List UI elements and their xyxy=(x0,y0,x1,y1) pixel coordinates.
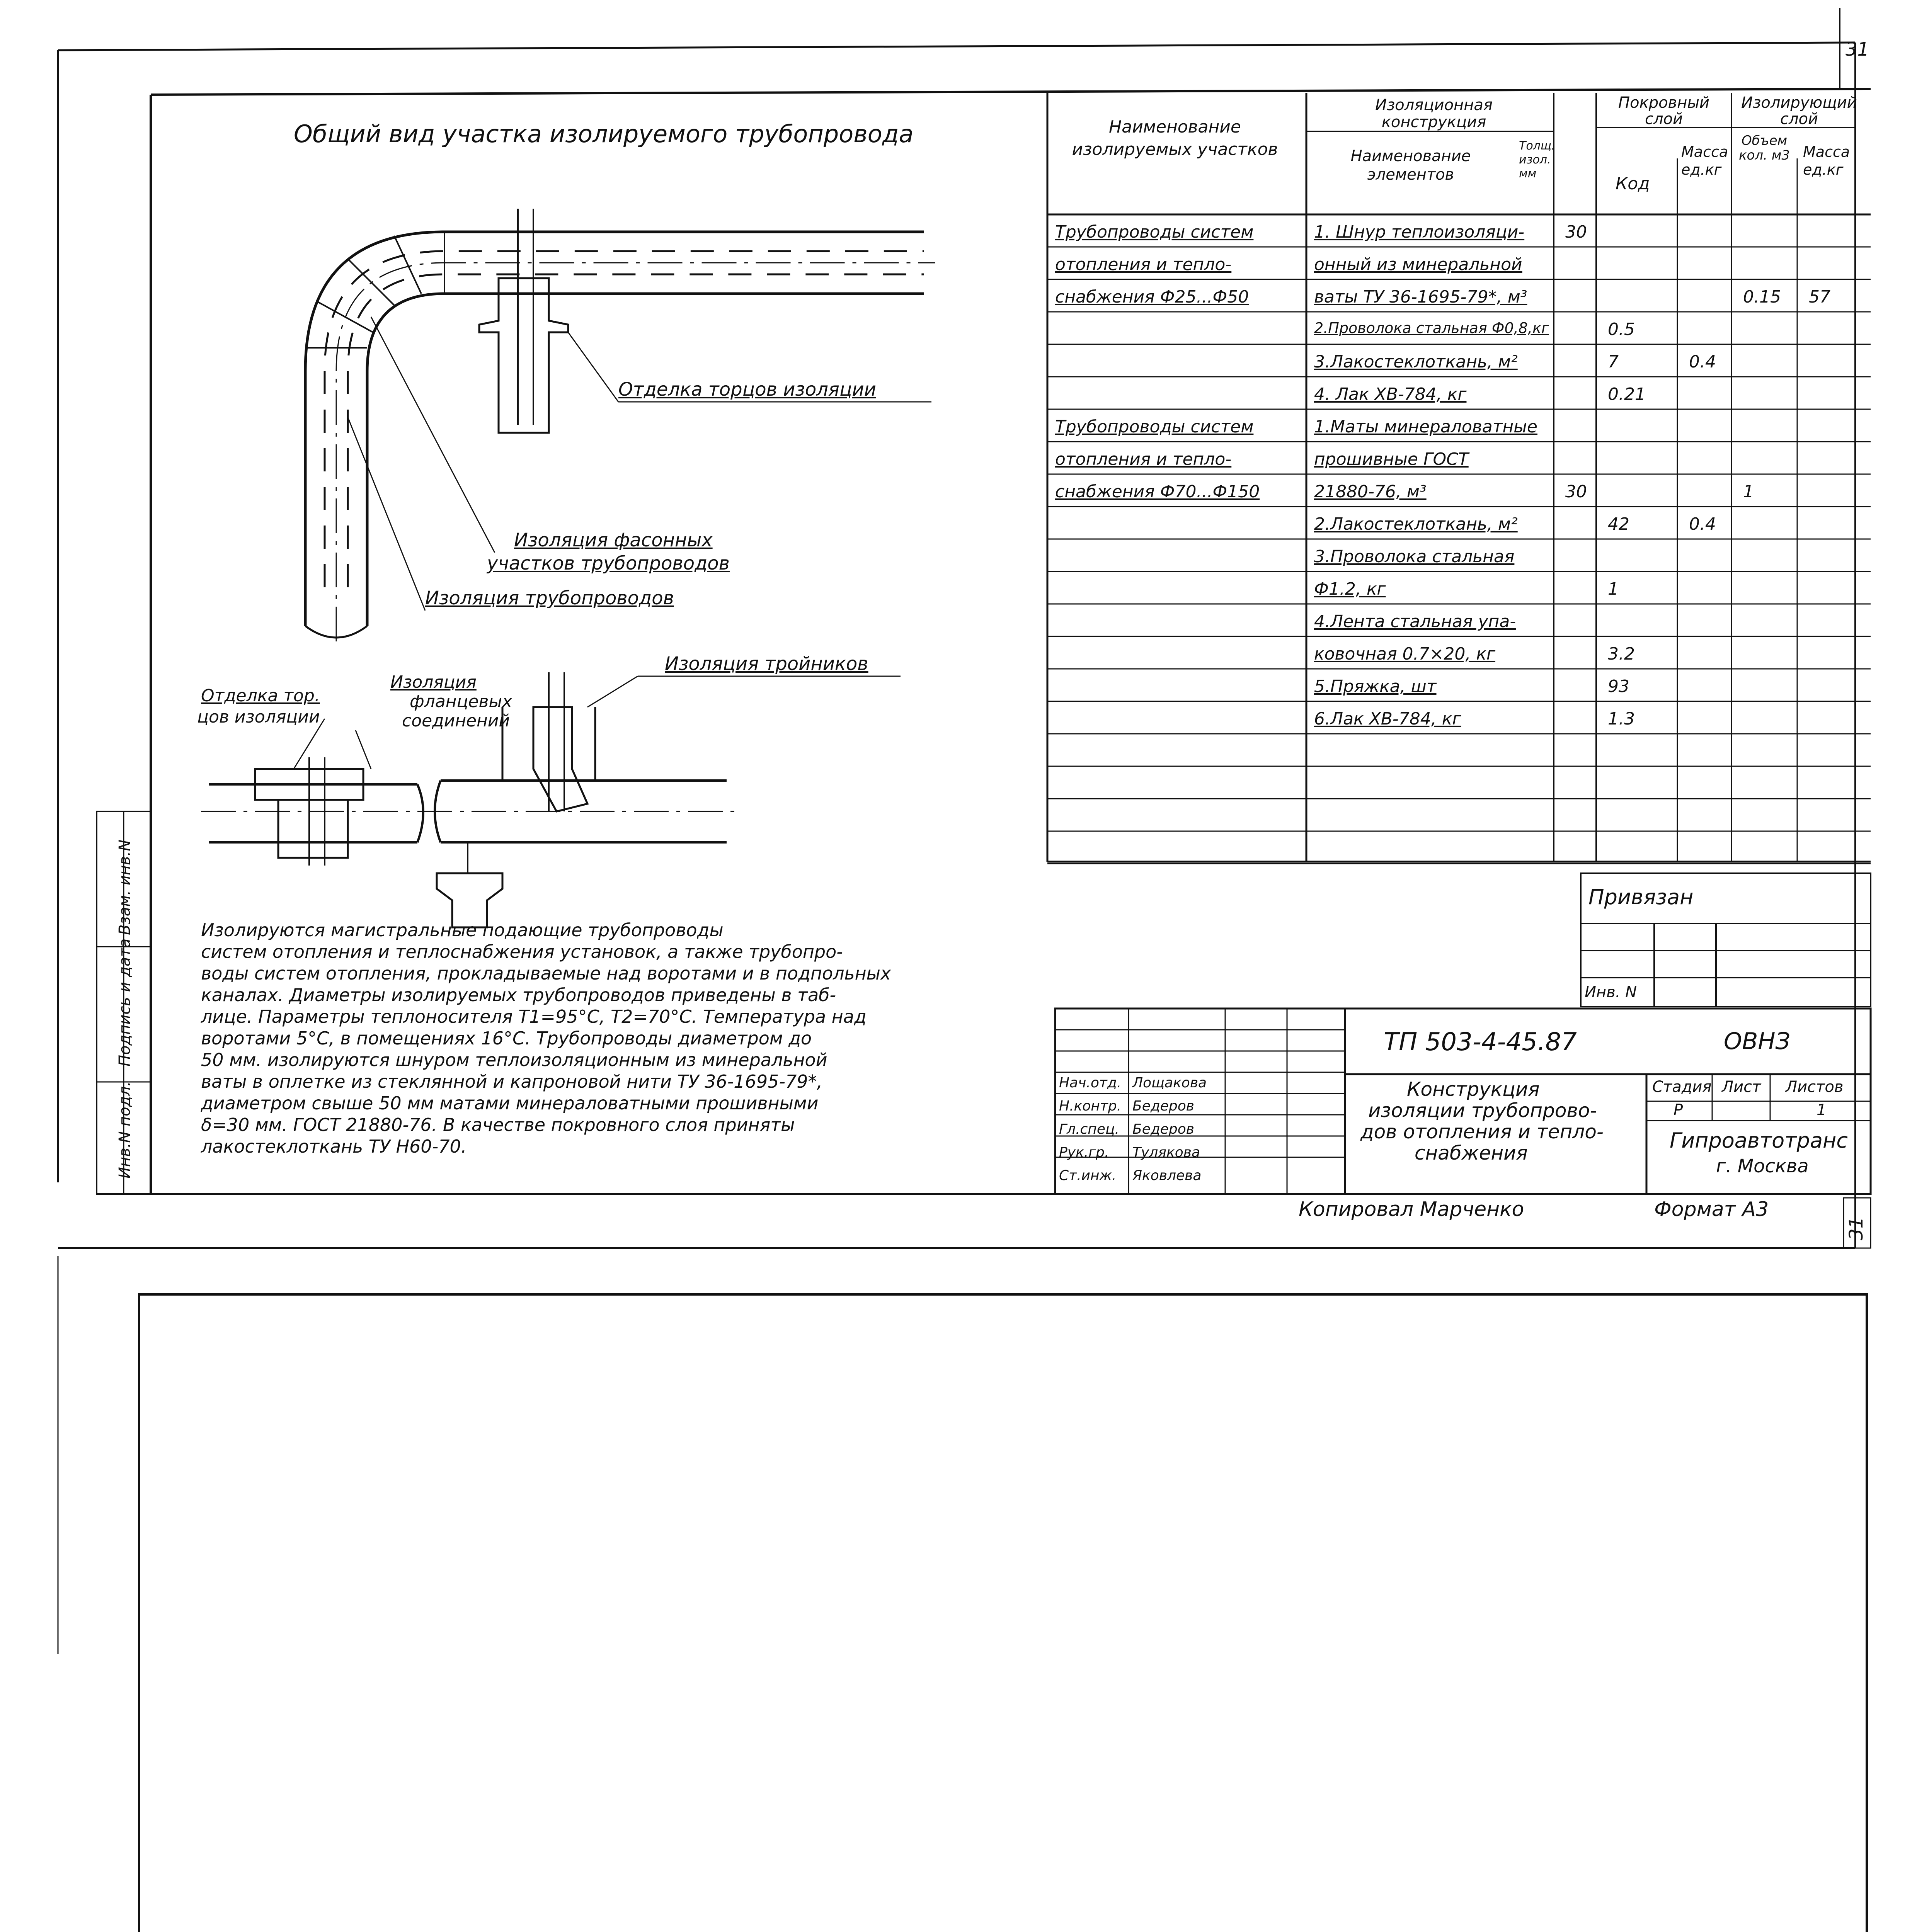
header-col4-group: Покровный слой xyxy=(1618,94,1709,128)
note-line: систем отопления и теплоснабжения установок, а также трубопро- xyxy=(201,941,843,962)
label-tee-insulation: Изоляция тройников xyxy=(665,653,868,675)
side-stamp-sign: Подпись и дата xyxy=(116,938,134,1066)
label-end-finish-2b: цов изоляции xyxy=(197,707,320,727)
table-cell-b: 5.Пряжка, шт xyxy=(1314,677,1437,696)
header-col2-group: Изоляционная конструкция xyxy=(1375,96,1493,131)
note-line: воды систем отопления, прокладываемые над воротами и в подпольных xyxy=(201,963,891,984)
table-cell-b: 1.Маты минераловатные xyxy=(1314,417,1537,437)
table-cell-d: 1 xyxy=(1608,579,1619,599)
format-label: Формат А3 xyxy=(1654,1198,1769,1221)
table-cell-a: отопления и тепло- xyxy=(1055,449,1232,469)
label-flange-1: Изоляция xyxy=(390,672,477,692)
inv-label: Инв. N xyxy=(1585,983,1637,1001)
table-cell-b: 3.Лакостеклоткань, м² xyxy=(1314,352,1518,372)
privyazan-title: Привязан xyxy=(1588,885,1694,909)
table-cell-c: 30 xyxy=(1565,482,1587,502)
label-flange-2: фланцевых xyxy=(410,692,512,711)
table-cell-e: 0.4 xyxy=(1689,352,1716,372)
note-line: 50 мм. изолируются шнуром теплоизоляционным из минеральной xyxy=(201,1049,827,1070)
title-line-4: снабжения xyxy=(1415,1142,1528,1164)
org-city: г. Москва xyxy=(1716,1155,1809,1177)
table-cell-f: 1 xyxy=(1743,482,1754,502)
table-cell-d: 93 xyxy=(1608,677,1629,696)
table-cell-e: 0.4 xyxy=(1689,514,1716,534)
title-line-1: Конструкция xyxy=(1407,1078,1540,1100)
header-col6-group: Изолирующий слой xyxy=(1741,94,1857,128)
header-col4: Код xyxy=(1616,174,1650,194)
sheet-header: Лист xyxy=(1722,1078,1761,1096)
table-cell-b: 4.Лента стальная упа- xyxy=(1314,612,1516,631)
table-cell-a: снабжения Ф70...Ф150 xyxy=(1055,482,1260,502)
header-col2: Наименование элементов xyxy=(1350,147,1471,184)
table-cell-f: 0.15 xyxy=(1743,287,1781,307)
copied-by: Копировал Марченко xyxy=(1299,1198,1524,1221)
header-col1: Наименование изолируемых участков xyxy=(1072,117,1278,159)
label-end-finish-2a: Отделка тор. xyxy=(201,686,320,706)
table-cell-c: 30 xyxy=(1565,222,1587,242)
role-title: Нач.отд. xyxy=(1059,1075,1122,1091)
note-line: лице. Параметры теплоносителя T1=95°C, T2=70°C. Температура над xyxy=(201,1006,867,1027)
table-cell-b: 3.Проволока стальная xyxy=(1314,547,1515,566)
table-cell-b: 4. Лак ХВ-784, кг xyxy=(1314,384,1467,404)
label-end-finish: Отделка торцов изоляции xyxy=(618,379,876,400)
header-col3: Толщ. изол. мм xyxy=(1519,139,1555,180)
drawing-title: Общий вид участка изолируемого трубопровода xyxy=(294,120,914,148)
title-line-3: дов отопления и тепло- xyxy=(1360,1121,1604,1143)
table-cell-a: Трубопроводы систем xyxy=(1055,222,1254,242)
note-line: каналах. Диаметры изолируемых трубопроводов приведены в таб- xyxy=(201,985,836,1005)
org-name: Гипроавтотранс xyxy=(1670,1128,1848,1153)
page-number-top: 31 xyxy=(1845,39,1869,60)
table-cell-d: 0.21 xyxy=(1608,384,1646,404)
role-name: Бедеров xyxy=(1132,1098,1194,1114)
table-cell-d: 3.2 xyxy=(1608,644,1635,664)
role-name: Тулякова xyxy=(1132,1145,1200,1160)
table-cell-b: прошивные ГОСТ xyxy=(1314,449,1469,469)
header-col5: Масса ед.кг xyxy=(1681,143,1728,178)
table-cell-b: ковочная 0.7×20, кг xyxy=(1314,644,1496,664)
table-cell-b: 6.Лак ХВ-784, кг xyxy=(1314,709,1461,729)
label-flange-3: соединений xyxy=(402,711,510,731)
label-pipe-insulation: Изоляция трубопроводов xyxy=(425,587,674,609)
title-line-2: изоляции трубопрово- xyxy=(1368,1099,1597,1122)
table-cell-g: 57 xyxy=(1809,287,1830,307)
label-shaped-insulation-1: Изоляция фасонных xyxy=(514,529,713,551)
table-cell-d: 7 xyxy=(1608,352,1619,372)
role-title: Гл.спец. xyxy=(1059,1121,1119,1137)
side-stamp-replace: Взам. инв.N xyxy=(116,839,134,935)
note-line: δ=30 мм. ГОСТ 21880-76. В качестве покровного слоя приняты xyxy=(201,1114,795,1135)
role-title: Н.контр. xyxy=(1059,1098,1122,1114)
table-cell-d: 1.3 xyxy=(1608,709,1635,729)
table-cell-a: отопления и тепло- xyxy=(1055,255,1232,274)
side-stamp-inv: Инв.N подл. xyxy=(116,1081,134,1179)
table-cell-b: Ф1.2, кг xyxy=(1314,579,1386,599)
table-cell-b: 2.Проволока стальная Ф0,8,кг xyxy=(1314,320,1549,337)
sheets-value: 1 xyxy=(1817,1101,1827,1119)
table-cell-b: 1. Шнур теплоизоляци- xyxy=(1314,222,1525,242)
label-shaped-insulation-2: участков трубопроводов xyxy=(487,553,730,574)
stage-header: Стадия xyxy=(1652,1078,1712,1096)
table-cell-d: 0.5 xyxy=(1608,320,1635,339)
table-cell-b: онный из минеральной xyxy=(1314,255,1522,274)
table-cell-b: ваты ТУ 36-1695-79*, м³ xyxy=(1314,287,1527,307)
note-line: ваты в оплетке из стеклянной и капроновой нити ТУ 36-1695-79*, xyxy=(201,1071,823,1092)
doc-code: ТП 503-4-45.87 xyxy=(1384,1028,1577,1056)
table-cell-d: 42 xyxy=(1608,514,1629,534)
header-col7: Масса ед.кг xyxy=(1803,143,1850,178)
note-line: воротами 5°C, в помещениях 16°C. Трубопроводы диаметром до xyxy=(201,1028,812,1049)
role-title: Рук.гр. xyxy=(1059,1145,1109,1160)
note-line: лакостеклоткань ТУ Н60-70. xyxy=(201,1136,467,1157)
note-line: диаметром свыше 50 мм матами минераловатными прошивными xyxy=(201,1093,819,1114)
table-cell-b: 21880-76, м³ xyxy=(1314,482,1427,502)
table-cell-a: снабжения Ф25...Ф50 xyxy=(1055,287,1249,307)
role-name: Бедеров xyxy=(1132,1121,1194,1137)
table-cell-b: 2.Лакостеклоткань, м² xyxy=(1314,514,1518,534)
page-number-side: 31 xyxy=(1845,1216,1867,1240)
role-name: Лощакова xyxy=(1132,1075,1207,1091)
sheets-header: Листов xyxy=(1786,1078,1844,1096)
header-col6: Объем кол. м3 xyxy=(1739,133,1790,163)
role-title: Ст.инж. xyxy=(1059,1168,1117,1184)
table-cell-a: Трубопроводы систем xyxy=(1055,417,1254,437)
note-line: Изолируются магистральные подающие трубопроводы xyxy=(201,920,724,940)
stage-value: Р xyxy=(1674,1101,1683,1119)
role-name: Яковлева xyxy=(1132,1168,1202,1184)
section-code: ОВНЗ xyxy=(1724,1028,1790,1055)
